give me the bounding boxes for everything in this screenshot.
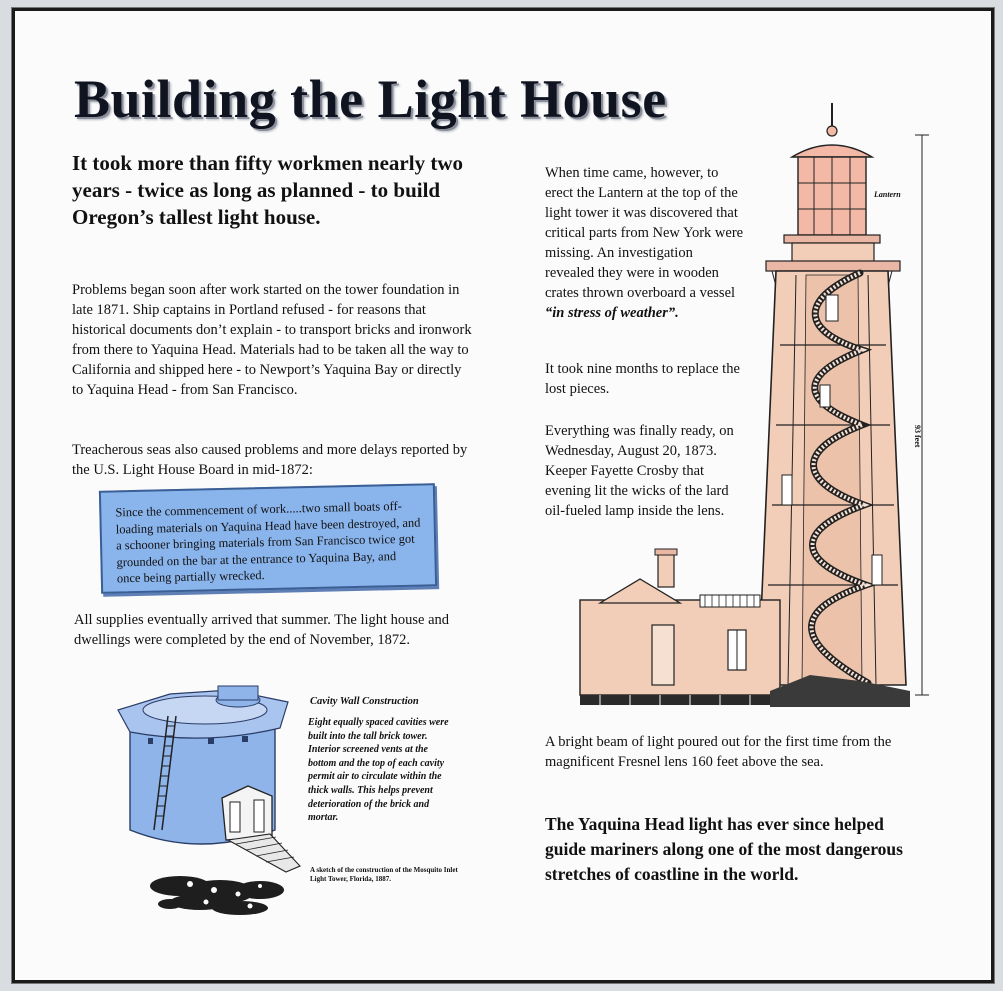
page-title: Building the Light House bbox=[74, 69, 667, 129]
paragraph-problems: Problems began soon after work started on the tower foundation in late 1871. Ship captains in Portland refused - for reasons that historical documents don’t explain - to transport bricks and ironwork from there to Yaquina Head. Materials had to be taken all the way to California and shipped here - to Newport’s Yaquina Bay or directly to Yaquina Head - from San Francisco. bbox=[72, 282, 472, 398]
cavity-wall-title: Cavity Wall Construction bbox=[310, 696, 419, 707]
lantern-label: Lantern bbox=[874, 190, 901, 199]
quote-text: Since the commencement of work.....two small boats off-loading materials on Yaquina Head have been destroyed, and a schooner bringing materials from San Francisco twice got grounded on the bar at the entrance to Yaquina Bay, and once being partially wrecked. bbox=[115, 498, 421, 586]
lantern-text: When time came, however, to erect the Lantern at the top of the light tower it was discovered that critical parts from New York were missing. An investigation revealed they were in wooden crates thrown overboard a vessel bbox=[545, 165, 744, 301]
stress-of-weather-quote: “in stress of weather”. bbox=[545, 305, 679, 321]
cavity-wall-illustration bbox=[110, 680, 310, 930]
paragraph-supplies: All supplies eventually arrived that summer. The light house and dwellings were completed by the end of November, 1872. bbox=[74, 612, 450, 648]
paragraph-beam: A bright beam of light poured out for the first time from the magnificent Fresnel lens 160 feet above the sea. bbox=[545, 734, 892, 770]
lead-paragraph: It took more than fifty workmen nearly two years - twice as long as planned - to build Oregon’s tallest light house. bbox=[72, 151, 463, 229]
cavity-wall-caption: A sketch of the construction of the Mosquito Inlet Light Tower, Florida, 1887. bbox=[310, 866, 458, 883]
height-label: 93 feet bbox=[913, 425, 922, 448]
lighthouse-cross-section bbox=[570, 95, 930, 715]
paragraph-nine-months: It took nine months to replace the lost pieces. bbox=[545, 361, 740, 397]
board-report-quote bbox=[99, 483, 437, 594]
closing-statement: The Yaquina Head light has ever since helped guide mariners along one of the most dangerous stretches of coastline in the world. bbox=[545, 814, 903, 884]
cavity-wall-text: Eight equally spaced cavities were built into the tall brick tower. Interior screened vents at the bottom and the top of each cavity permit air to circulate within the thick walls. This helps prevent deterioration of the brick and mortar. bbox=[308, 717, 449, 824]
paragraph-seas: Treacherous seas also caused problems and more delays reported by the U.S. Light House Board in mid-1872: bbox=[72, 442, 468, 478]
paragraph-lit: Everything was finally ready, on Wednesday, August 20, 1873. Keeper Fayette Crosby that evening lit the wicks of the lard oil-fueled lamp inside the lens. bbox=[545, 423, 734, 519]
